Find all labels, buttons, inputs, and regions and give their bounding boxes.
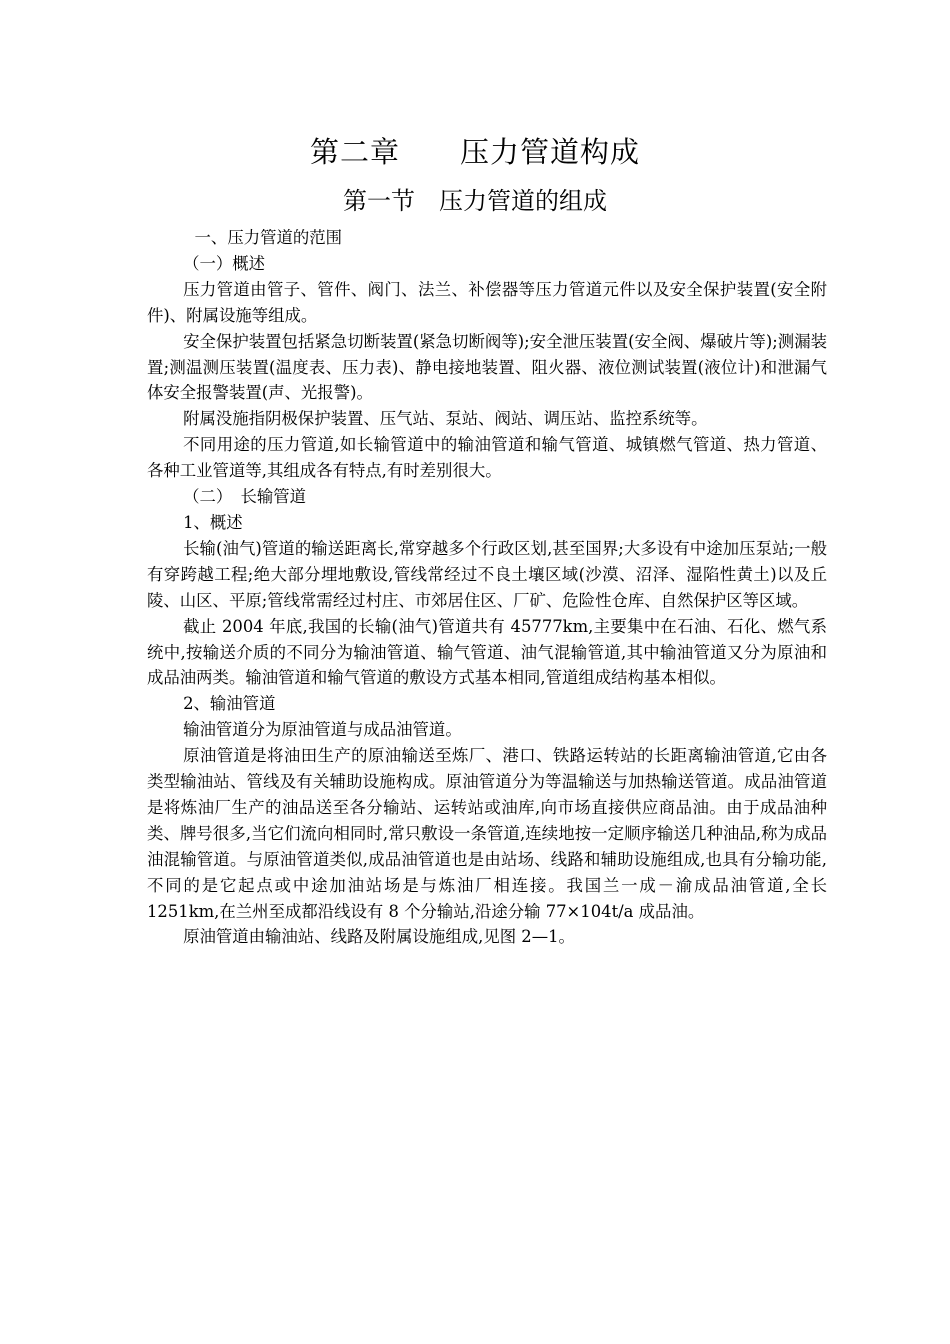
body-text xyxy=(147,225,827,950)
subheading-oil-pipeline: 2、输油管道 xyxy=(183,694,276,714)
paragraph-safety-devices: 安全保护装置包括紧急切断装置(紧急切断阀等);安全泄压装置(安全阀、爆破片等);测漏装置;测温测压装置(温度表、压力表)、静电接地装置、阻火器、液位测试装置(液位计)和泄漏气体安全报警装置(声、光报警)。 xyxy=(147,331,827,403)
paragraph-different-uses: 不同用途的压力管道,如长输管道中的输油管道和输气管道、城镇燃气管道、热力管道、各种工业管道等,其组成各有特点,有时差别很大。 xyxy=(147,435,827,481)
paragraph-composition: 压力管道由管子、管件、阀门、法兰、补偿器等压力管道元件以及安全保护装置(安全附件)、附属设施等组成。 xyxy=(147,279,827,325)
paragraph-oil-pipeline-types: 输油管道分为原油管道与成品油管道。 xyxy=(183,720,462,740)
subheading-long-distance-pipeline: （二） 长输管道 xyxy=(183,487,307,507)
paragraph-long-distance-features: 长输(油气)管道的输送距离长,常穿越多个行政区划,甚至国界;大多设有中途加压泵站;一般有穿跨越工程;绝大部分埋地敷设,管线常经过不良土壤区域(沙漠、沼泽、湿陷性黄土)以及丘陵、山区、平原;管线常需经过村庄、市郊居住区、厂矿、危险性仓库、自然保护区等区域。 xyxy=(147,538,827,610)
paragraph-statistics-2004: 截止 2004 年底,我国的长输(油气)管道共有 45777km,主要集中在石油、石化、燃气系统中,按输送介质的不同分为输油管道、输气管道、油气混输管道,其中输油管道又分为原油和成品油两类。输油管道和输气管道的敷设方式基本相同,管道组成结构基本相似。 xyxy=(147,616,827,688)
subheading-overview: （一）概述 xyxy=(183,253,266,273)
subheading-overview-2: 1、概述 xyxy=(183,512,243,532)
chapter-title: 第二章 压力管道构成 xyxy=(309,135,640,169)
paragraph-crude-and-product-oil: 原油管道是将油田生产的原油输送至炼厂、港口、铁路运转站的长距离输油管道,它由各类型输油站、管线及有关辅助设施构成。原油管道分为等温输送与加热输送管道。成品油管道是将炼油厂生产的油品送至各分输站、运转站或油库,向市场直接供应商品油。由于成品油种类、牌号很多,当它们流向相同时,常只敷设一条管道,连续地按一定顺序输送几种油品,称为成品油混输管道。与原油管道类似,成品油管道也是由站场、线路和辅助设施组成,也具有分输功能,不同的是它起点或中途加油站场是与炼油厂相连接。我国兰一成－渝成品油管道,全长 1251km,在兰州至成都沿线设有 8 个分输站,沿途分输 77×104t/a 成品油。 xyxy=(147,746,827,921)
paragraph-crude-pipeline-composition: 原油管道由输油站、线路及附属设施组成,见图 2—1。 xyxy=(183,927,575,947)
section-title: 第一节 压力管道的组成 xyxy=(343,187,607,215)
paragraph-auxiliary-facilities: 附属没施指阴极保护装置、压气站、泵站、阀站、调压站、监控系统等。 xyxy=(183,409,708,429)
heading-scope: 一、压力管道的范围 xyxy=(194,228,343,247)
